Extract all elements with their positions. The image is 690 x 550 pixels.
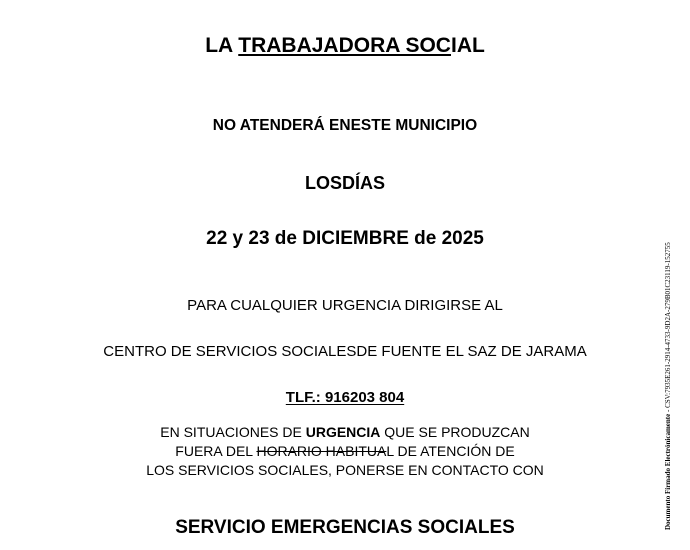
title-part-3: IAL xyxy=(450,34,485,57)
social-services-center: CENTRO DE SERVICIOS SOCIALESDE FUENTE EL SAZ DE JARAMA xyxy=(103,343,587,360)
paragraph-line-1-b: URGENCIA xyxy=(305,424,381,440)
days-label: LOSDÍAS xyxy=(304,173,385,193)
emergency-heading: SERVICIO EMERGENCIAS SOCIALES xyxy=(175,517,515,538)
paragraph-line-2-a: FUERA DEL xyxy=(175,443,257,459)
emergency-paragraph xyxy=(0,423,690,480)
page-title xyxy=(0,34,690,58)
paragraph-line-1-c: QUE SE PRODUZCAN xyxy=(380,424,530,440)
paragraph-line-2 xyxy=(0,442,690,461)
title-part-1: LA xyxy=(205,34,239,57)
notice-line: NO ATENDERÁ ENESTE MUNICIPIO xyxy=(212,117,478,134)
phone-text: TLF.: 916203 804 xyxy=(285,389,405,406)
paragraph-line-2-c: L DE ATENCIÓN DE xyxy=(386,443,515,459)
paragraph-line-3: LOS SERVICIOS SOCIALES, PONERSE EN CONTACTO CON xyxy=(146,462,544,478)
paragraph-line-2-b: HORARIO HABITUA xyxy=(256,443,387,459)
paragraph-line-1-a: EN SITUACIONES DE xyxy=(160,424,306,440)
urgency-instruction: PARA CUALQUIER URGENCIA DIRIGIRSE AL xyxy=(187,297,503,314)
paragraph-line-1 xyxy=(0,423,690,442)
stamp-label: Documento Firmado Electrónicamente xyxy=(664,413,672,530)
electronic-signature-stamp xyxy=(664,242,672,530)
stamp-csv: - CSV:7935E261-2914-4733-9D2A-279B01C23119-152755 xyxy=(664,242,672,414)
phone-number xyxy=(0,389,690,406)
title-part-2: TRABAJADORA SOC xyxy=(238,34,451,57)
dates-line: 22 y 23 de DICIEMBRE de 2025 xyxy=(206,228,484,249)
